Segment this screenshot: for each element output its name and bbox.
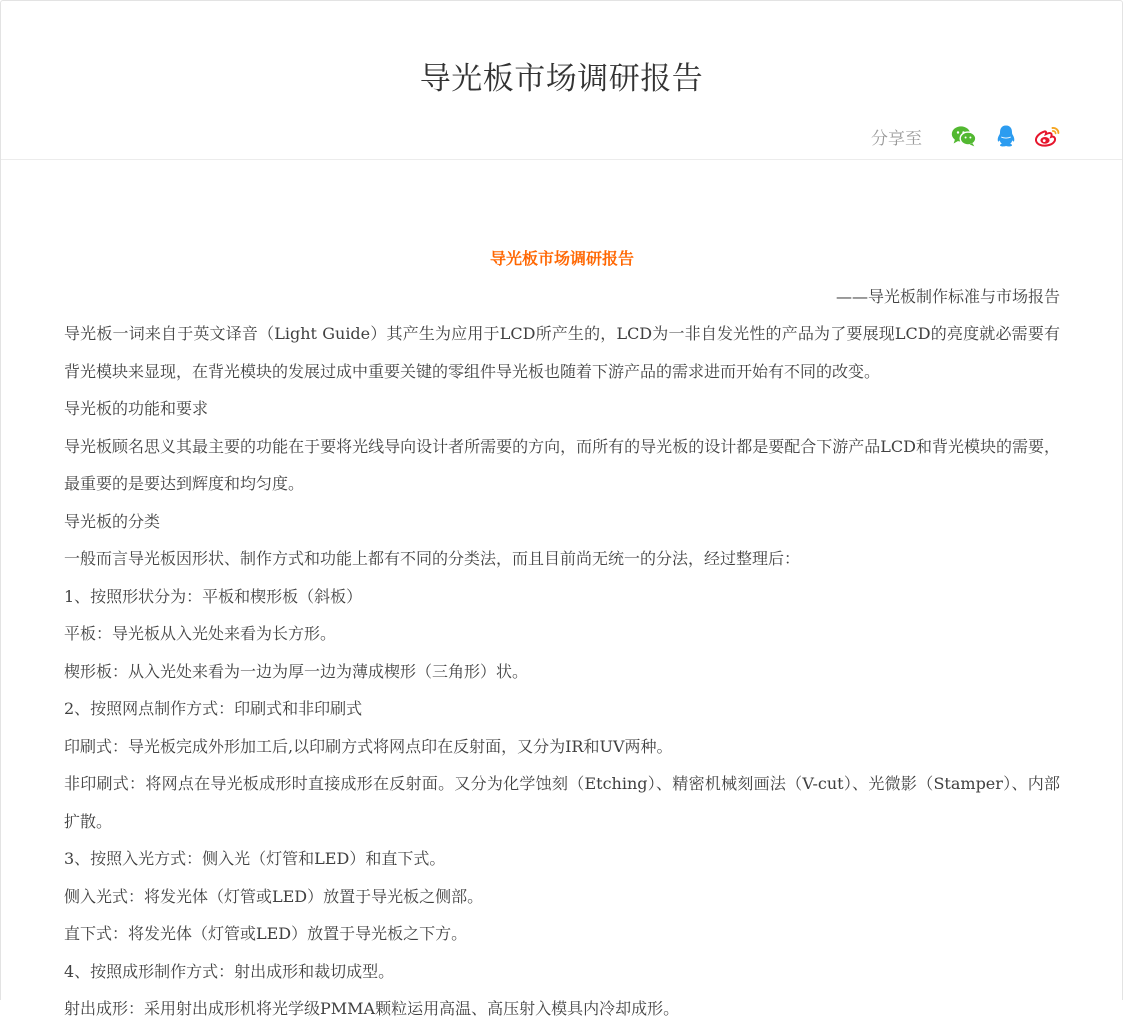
section-heading: 导光板的分类 <box>64 511 161 531</box>
paragraph: 非印刷式：将网点在导光板成形时直接成形在反射面。又分为化学蚀刻（Etching）、精密机械刻画法（V-cut）、光微影（Stamper）、内部扩散。 <box>64 774 1060 831</box>
paragraph: 印刷式：导光板完成外形加工后,以印刷方式将网点印在反射面，又分为IR和UV两种。 <box>64 736 673 756</box>
qq-icon <box>995 124 1017 148</box>
paragraph: 3、按照入光方式：侧入光（灯管和LED）和直下式。 <box>64 849 446 868</box>
article-title: 导光板市场调研报告 <box>489 249 634 268</box>
paragraph: 导光板一词来自于英文译音（Light Guide）其产生为应用于LCD所产生的，LCD为一非自发光性的产品为了要展现LCD的亮度就必需要有背光模块来显现，在背光模块的发展过成中重要关键的零组件导光板也随着下游产品的需求进而开始有不同的改变。 <box>64 324 1060 381</box>
paragraph: 导光板顾名思义其最主要的功能在于要将光线导向设计者所需要的方向，而所有的导光板的设计都是要配合下游产品LCD和背光模块的需要，最重要的是要达到辉度和均匀度。 <box>64 436 1060 493</box>
paragraph: 2、按照网点制作方式：印刷式和非印刷式 <box>64 699 363 718</box>
share-label: 分享至 <box>871 128 922 149</box>
article-body <box>1 160 1122 1028</box>
article-subtitle: ——导光板制作标准与市场报告 <box>835 286 1060 306</box>
weibo-icon <box>1034 124 1062 148</box>
weibo-share-button[interactable] <box>1034 122 1062 150</box>
paragraph: 平板：导光板从入光处来看为长方形。 <box>64 624 337 643</box>
paragraph: 直下式：将发光体（灯管或LED）放置于导光板之下方。 <box>64 924 468 943</box>
page-title: 导光板市场调研报告 <box>419 61 704 97</box>
section-heading: 导光板的功能和要求 <box>64 399 209 418</box>
paragraph: 4、按照成形制作方式：射出成形和裁切成型。 <box>64 961 395 981</box>
share-bar <box>871 121 1062 151</box>
page-header <box>1 1 1122 160</box>
paragraph: 一般而言导光板因形状、制作方式和功能上都有不同的分类法，而且目前尚无统一的分法，经过整理后： <box>64 549 801 568</box>
wechat-icon <box>951 125 977 147</box>
paragraph: 射出成形：采用射出成形机将光学级PMMA颗粒运用高温、高压射入模具内冷却成形。 <box>64 999 680 1018</box>
paragraph: 1、按照形状分为：平板和楔形板（斜板） <box>64 586 363 606</box>
wechat-share-button[interactable] <box>950 122 978 150</box>
qq-share-button[interactable] <box>992 122 1020 150</box>
paragraph: 楔形板：从入光处来看为一边为厚一边为薄成楔形（三角形）状。 <box>64 661 529 681</box>
paragraph: 侧入光式：将发光体（灯管或LED）放置于导光板之侧部。 <box>64 886 484 906</box>
